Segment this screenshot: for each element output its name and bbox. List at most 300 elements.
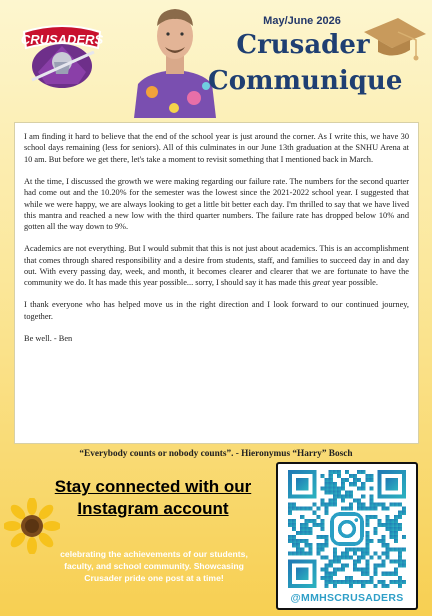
qr-module [357, 568, 361, 572]
emphasis-word: great [312, 278, 330, 288]
qr-module [357, 555, 361, 559]
qr-module [288, 535, 292, 539]
qr-module [365, 572, 369, 576]
qr-module [325, 507, 329, 511]
qr-module [361, 486, 365, 490]
qr-module [341, 507, 345, 511]
qr-module [345, 547, 349, 551]
qr-module [337, 555, 341, 559]
qr-module [329, 490, 333, 494]
qr-module [288, 503, 292, 507]
qr-module [373, 584, 377, 588]
qr-module [402, 535, 406, 539]
qr-module [394, 539, 398, 543]
qr-module [316, 551, 320, 555]
qr-module [402, 511, 406, 515]
qr-module [361, 572, 365, 576]
qr-module [312, 519, 316, 523]
qr-module [337, 470, 341, 474]
qr-module [325, 511, 329, 515]
qr-module [333, 494, 337, 498]
qr-module [300, 527, 304, 531]
qr-module [288, 511, 292, 515]
qr-module [312, 523, 316, 527]
qr-module [398, 555, 402, 559]
qr-module [398, 503, 402, 507]
qr-module [398, 564, 402, 568]
qr-module [325, 535, 329, 539]
qr-module [365, 515, 369, 519]
qr-module [382, 584, 386, 588]
qr-module [402, 560, 406, 564]
qr-module [321, 527, 325, 531]
qr-module [398, 515, 402, 519]
qr-module [382, 560, 386, 564]
qr-module [333, 568, 337, 572]
qr-module [390, 531, 394, 535]
qr-module [382, 507, 386, 511]
qr-module [361, 482, 365, 486]
qr-module [361, 503, 365, 507]
qr-module [365, 551, 369, 555]
qr-module [329, 474, 333, 478]
qr-module [353, 560, 357, 564]
instagram-description: celebrating the achievements of our students, faculty, and school community. Showcasing Crusader pride one post at a time! [60, 549, 248, 583]
qr-card[interactable] [276, 462, 418, 610]
qr-module [345, 507, 349, 511]
qr-module [361, 494, 365, 498]
qr-module [337, 560, 341, 564]
qr-module [361, 507, 365, 511]
qr-module [361, 568, 365, 572]
qr-module [333, 560, 337, 564]
qr-module [333, 503, 337, 507]
qr-module [325, 486, 329, 490]
qr-module [361, 584, 365, 588]
qr-module [394, 547, 398, 551]
qr-module [345, 580, 349, 584]
qr-module [349, 503, 353, 507]
qr-module [378, 580, 382, 584]
qr-module [300, 515, 304, 519]
newsletter-header [0, 0, 432, 118]
qr-module [325, 568, 329, 572]
qr-module [369, 494, 373, 498]
qr-module [325, 584, 329, 588]
qr-module [304, 523, 308, 527]
qr-module [316, 515, 320, 519]
qr-module [373, 531, 377, 535]
qr-module [308, 507, 312, 511]
qr-module [365, 543, 369, 547]
qr-module [345, 551, 349, 555]
qr-module [349, 490, 353, 494]
qr-module [296, 539, 300, 543]
qr-module [325, 490, 329, 494]
qr-module [369, 474, 373, 478]
qr-module [341, 498, 345, 502]
qr-module [337, 494, 341, 498]
qr-module [373, 503, 377, 507]
principal-letter [14, 122, 419, 444]
qr-module [292, 503, 296, 507]
qr-module [398, 560, 402, 564]
qr-module [390, 572, 394, 576]
instagram-handle[interactable]: @MMHSCRUSADERS [290, 592, 404, 604]
qr-module [378, 519, 382, 523]
qr-module [357, 580, 361, 584]
qr-module [325, 482, 329, 486]
qr-module [341, 551, 345, 555]
qr-module [394, 531, 398, 535]
qr-module [394, 580, 398, 584]
qr-module [300, 547, 304, 551]
qr-module [300, 551, 304, 555]
qr-module [292, 543, 296, 547]
qr-module [329, 572, 333, 576]
qr-module [321, 543, 325, 547]
qr-module [378, 539, 382, 543]
qr-module [316, 547, 320, 551]
title-line-1: Crusader [236, 30, 370, 60]
qr-module [361, 551, 365, 555]
qr-module [296, 547, 300, 551]
qr-module [394, 535, 398, 539]
qr-module [296, 507, 300, 511]
qr-module [337, 568, 341, 572]
qr-module [390, 547, 394, 551]
qr-module [365, 568, 369, 572]
qr-module [394, 523, 398, 527]
qr-module [349, 547, 353, 551]
qr-module [357, 486, 361, 490]
qr-module [292, 551, 296, 555]
qr-module [369, 515, 373, 519]
qr-module [308, 519, 312, 523]
instagram-qr-code[interactable] [288, 470, 406, 588]
qr-module [333, 490, 337, 494]
qr-module [382, 523, 386, 527]
quote: “Everybody counts or nobody counts”. - Hieronymus “Harry” Bosch [79, 449, 353, 459]
qr-module [357, 503, 361, 507]
qr-module [321, 568, 325, 572]
qr-module [321, 519, 325, 523]
qr-module [333, 572, 337, 576]
qr-module [341, 478, 345, 482]
qr-module [382, 535, 386, 539]
qr-module [321, 547, 325, 551]
qr-module [292, 507, 296, 511]
qr-module [304, 519, 308, 523]
qr-module [402, 507, 406, 511]
qr-module [325, 503, 329, 507]
qr-module [353, 568, 357, 572]
qr-module [365, 519, 369, 523]
qr-module [329, 564, 333, 568]
qr-module [296, 543, 300, 547]
qr-module [329, 503, 333, 507]
qr-module [345, 470, 349, 474]
qr-module [369, 498, 373, 502]
qr-module [333, 551, 337, 555]
qr-module [292, 519, 296, 523]
qr-module [316, 507, 320, 511]
qr-module [386, 551, 390, 555]
qr-module [341, 555, 345, 559]
qr-module [329, 580, 333, 584]
qr-module [386, 519, 390, 523]
qr-module [382, 564, 386, 568]
qr-module [304, 543, 308, 547]
qr-module [357, 478, 361, 482]
qr-module [292, 523, 296, 527]
qr-module [357, 547, 361, 551]
letter-paragraph-2: At the time, I discussed the growth we were making regarding our failure rate. The numbers for the second quarter had come out and the 10.20% for the semester was the lowest since the 2021-2022 school year. I suggested that while we were happy, we are always looking to get a little bit better each day. I'm thrilled to say that we have lived this mantra and reached a new low with the third quarter numbers. The failure rate has dropped below 10% and gotten all the way down to 9%. [24, 176, 409, 232]
qr-module [361, 547, 365, 551]
qr-module [337, 490, 341, 494]
issue-date: May/June 2026 [263, 15, 341, 27]
qr-module [382, 503, 386, 507]
qr-module [386, 543, 390, 547]
qr-module [353, 482, 357, 486]
qr-module [353, 474, 357, 478]
qr-module [312, 503, 316, 507]
qr-module [321, 535, 325, 539]
qr-module [373, 572, 377, 576]
qr-module [349, 576, 353, 580]
qr-module [353, 478, 357, 482]
qr-module [321, 523, 325, 527]
qr-module [386, 523, 390, 527]
qr-module [349, 482, 353, 486]
qr-module [333, 547, 337, 551]
qr-module [329, 482, 333, 486]
qr-module [333, 584, 337, 588]
qr-module [369, 478, 373, 482]
qr-module [292, 539, 296, 543]
qr-module [333, 486, 337, 490]
qr-module [333, 580, 337, 584]
qr-module [329, 486, 333, 490]
qr-module [398, 511, 402, 515]
qr-module [365, 560, 369, 564]
qr-module [361, 580, 365, 584]
qr-module [378, 564, 382, 568]
qr-module [386, 527, 390, 531]
qr-module [398, 576, 402, 580]
qr-module [345, 555, 349, 559]
qr-module [341, 494, 345, 498]
qr-module [304, 539, 308, 543]
qr-module [308, 531, 312, 535]
qr-module [353, 580, 357, 584]
qr-module [373, 507, 377, 511]
qr-module [373, 527, 377, 531]
qr-module [325, 478, 329, 482]
qr-module [308, 527, 312, 531]
qr-module [390, 535, 394, 539]
qr-module [365, 564, 369, 568]
qr-module [321, 503, 325, 507]
qr-module [292, 527, 296, 531]
letter-paragraph-3 [24, 243, 409, 289]
qr-module [341, 482, 345, 486]
qr-module [321, 498, 325, 502]
qr-module [304, 527, 308, 531]
qr-module [394, 527, 398, 531]
qr-module [394, 568, 398, 572]
qr-module [398, 551, 402, 555]
qr-module [308, 551, 312, 555]
qr-module [369, 580, 373, 584]
qr-module [321, 474, 325, 478]
qr-module [300, 539, 304, 543]
qr-module [398, 547, 402, 551]
qr-module [365, 478, 369, 482]
qr-module [373, 515, 377, 519]
qr-module [288, 523, 292, 527]
qr-module [386, 515, 390, 519]
graduation-cap-icon [360, 10, 430, 70]
qr-module [325, 580, 329, 584]
qr-module [300, 531, 304, 535]
qr-module [365, 474, 369, 478]
paragraph-3-text: Academics are not everything. But I would submit that this is not just about academics. This is an accomplishment that comes through shared responsibility and a desire from students, staff, and families to succeed day in and day out. With every passing day, week, and month, it becomes clearer and clearer that we are fortunate to have the community we do. It has made this year possible... sorry, I should say it has made this [24, 244, 409, 288]
letter-signoff: Be well. - Ben [24, 333, 73, 343]
qr-module [300, 507, 304, 511]
qr-module [382, 580, 386, 584]
qr-module [345, 478, 349, 482]
qr-module [369, 507, 373, 511]
qr-module [382, 551, 386, 555]
qr-module [390, 503, 394, 507]
qr-module [349, 474, 353, 478]
qr-module [288, 551, 292, 555]
qr-module [394, 519, 398, 523]
qr-module [373, 564, 377, 568]
title-line-2: Communique [208, 66, 403, 96]
crusader-knight-logo [18, 22, 106, 92]
qr-module [316, 535, 320, 539]
qr-module [316, 523, 320, 527]
qr-module [361, 555, 365, 559]
qr-module [398, 523, 402, 527]
qr-module [398, 580, 402, 584]
qr-module [369, 539, 373, 543]
qr-module [345, 564, 349, 568]
qr-module [341, 580, 345, 584]
qr-module [365, 507, 369, 511]
qr-module [365, 580, 369, 584]
qr-module [312, 511, 316, 515]
qr-module [402, 580, 406, 584]
qr-module [300, 523, 304, 527]
letter-paragraph-1: I am finding it hard to believe that the end of the school year is just around the corner. As I write this, we have 30 school days remaining (less for seniors). All of this culminates in our June 13th graduation at the SNHU Arena at 10 am. But before we get there, let's take a moment to revisit something that I mentioned back in March. [24, 132, 409, 164]
qr-module [325, 539, 329, 543]
qr-module [288, 519, 292, 523]
qr-module [329, 498, 333, 502]
qr-module [357, 498, 361, 502]
qr-module [369, 555, 373, 559]
qr-module [382, 572, 386, 576]
qr-module [373, 568, 377, 572]
qr-module [296, 551, 300, 555]
qr-module [329, 478, 333, 482]
qr-module [333, 470, 337, 474]
qr-module [349, 507, 353, 511]
qr-module [321, 555, 325, 559]
qr-module [325, 543, 329, 547]
qr-module [349, 494, 353, 498]
qr-module [398, 527, 402, 531]
qr-module [386, 572, 390, 576]
qr-module [345, 494, 349, 498]
qr-module [369, 576, 373, 580]
qr-module [333, 555, 337, 559]
qr-module [365, 523, 369, 527]
qr-module [353, 498, 357, 502]
qr-module [337, 486, 341, 490]
qr-module [402, 547, 406, 551]
qr-module [365, 539, 369, 543]
qr-module [394, 560, 398, 564]
qr-module [402, 564, 406, 568]
qr-module [398, 584, 402, 588]
qr-module [386, 547, 390, 551]
qr-module [329, 470, 333, 474]
paragraph-3-end: year possible. [329, 278, 378, 288]
qr-module [325, 572, 329, 576]
qr-module [390, 560, 394, 564]
qr-module [341, 486, 345, 490]
qr-module [378, 503, 382, 507]
qr-module [296, 531, 300, 535]
qr-module [325, 555, 329, 559]
qr-module [329, 560, 333, 564]
qr-module [390, 519, 394, 523]
qr-module [333, 498, 337, 502]
qr-module [373, 551, 377, 555]
qr-module [349, 584, 353, 588]
qr-module [333, 482, 337, 486]
letter-paragraph-4: I thank everyone who has helped move us in the right direction and I look forward to our continued journey, together. [24, 300, 409, 321]
qr-module [369, 486, 373, 490]
qr-module [337, 580, 341, 584]
qr-module [394, 515, 398, 519]
qr-module [357, 560, 361, 564]
qr-module [386, 507, 390, 511]
qr-module [304, 551, 308, 555]
qr-module [365, 531, 369, 535]
qr-module [304, 507, 308, 511]
qr-module [345, 576, 349, 580]
qr-module [341, 564, 345, 568]
qr-module [329, 576, 333, 580]
logo-text: CRUSADERS [20, 32, 104, 47]
qr-module [353, 564, 357, 568]
qr-module [316, 543, 320, 547]
qr-module [394, 572, 398, 576]
qr-module [321, 576, 325, 580]
qr-module [390, 523, 394, 527]
qr-module [365, 535, 369, 539]
qr-module [288, 507, 292, 511]
qr-module [353, 551, 357, 555]
qr-module [361, 470, 365, 474]
qr-module [386, 584, 390, 588]
qr-module [365, 547, 369, 551]
qr-module [321, 486, 325, 490]
